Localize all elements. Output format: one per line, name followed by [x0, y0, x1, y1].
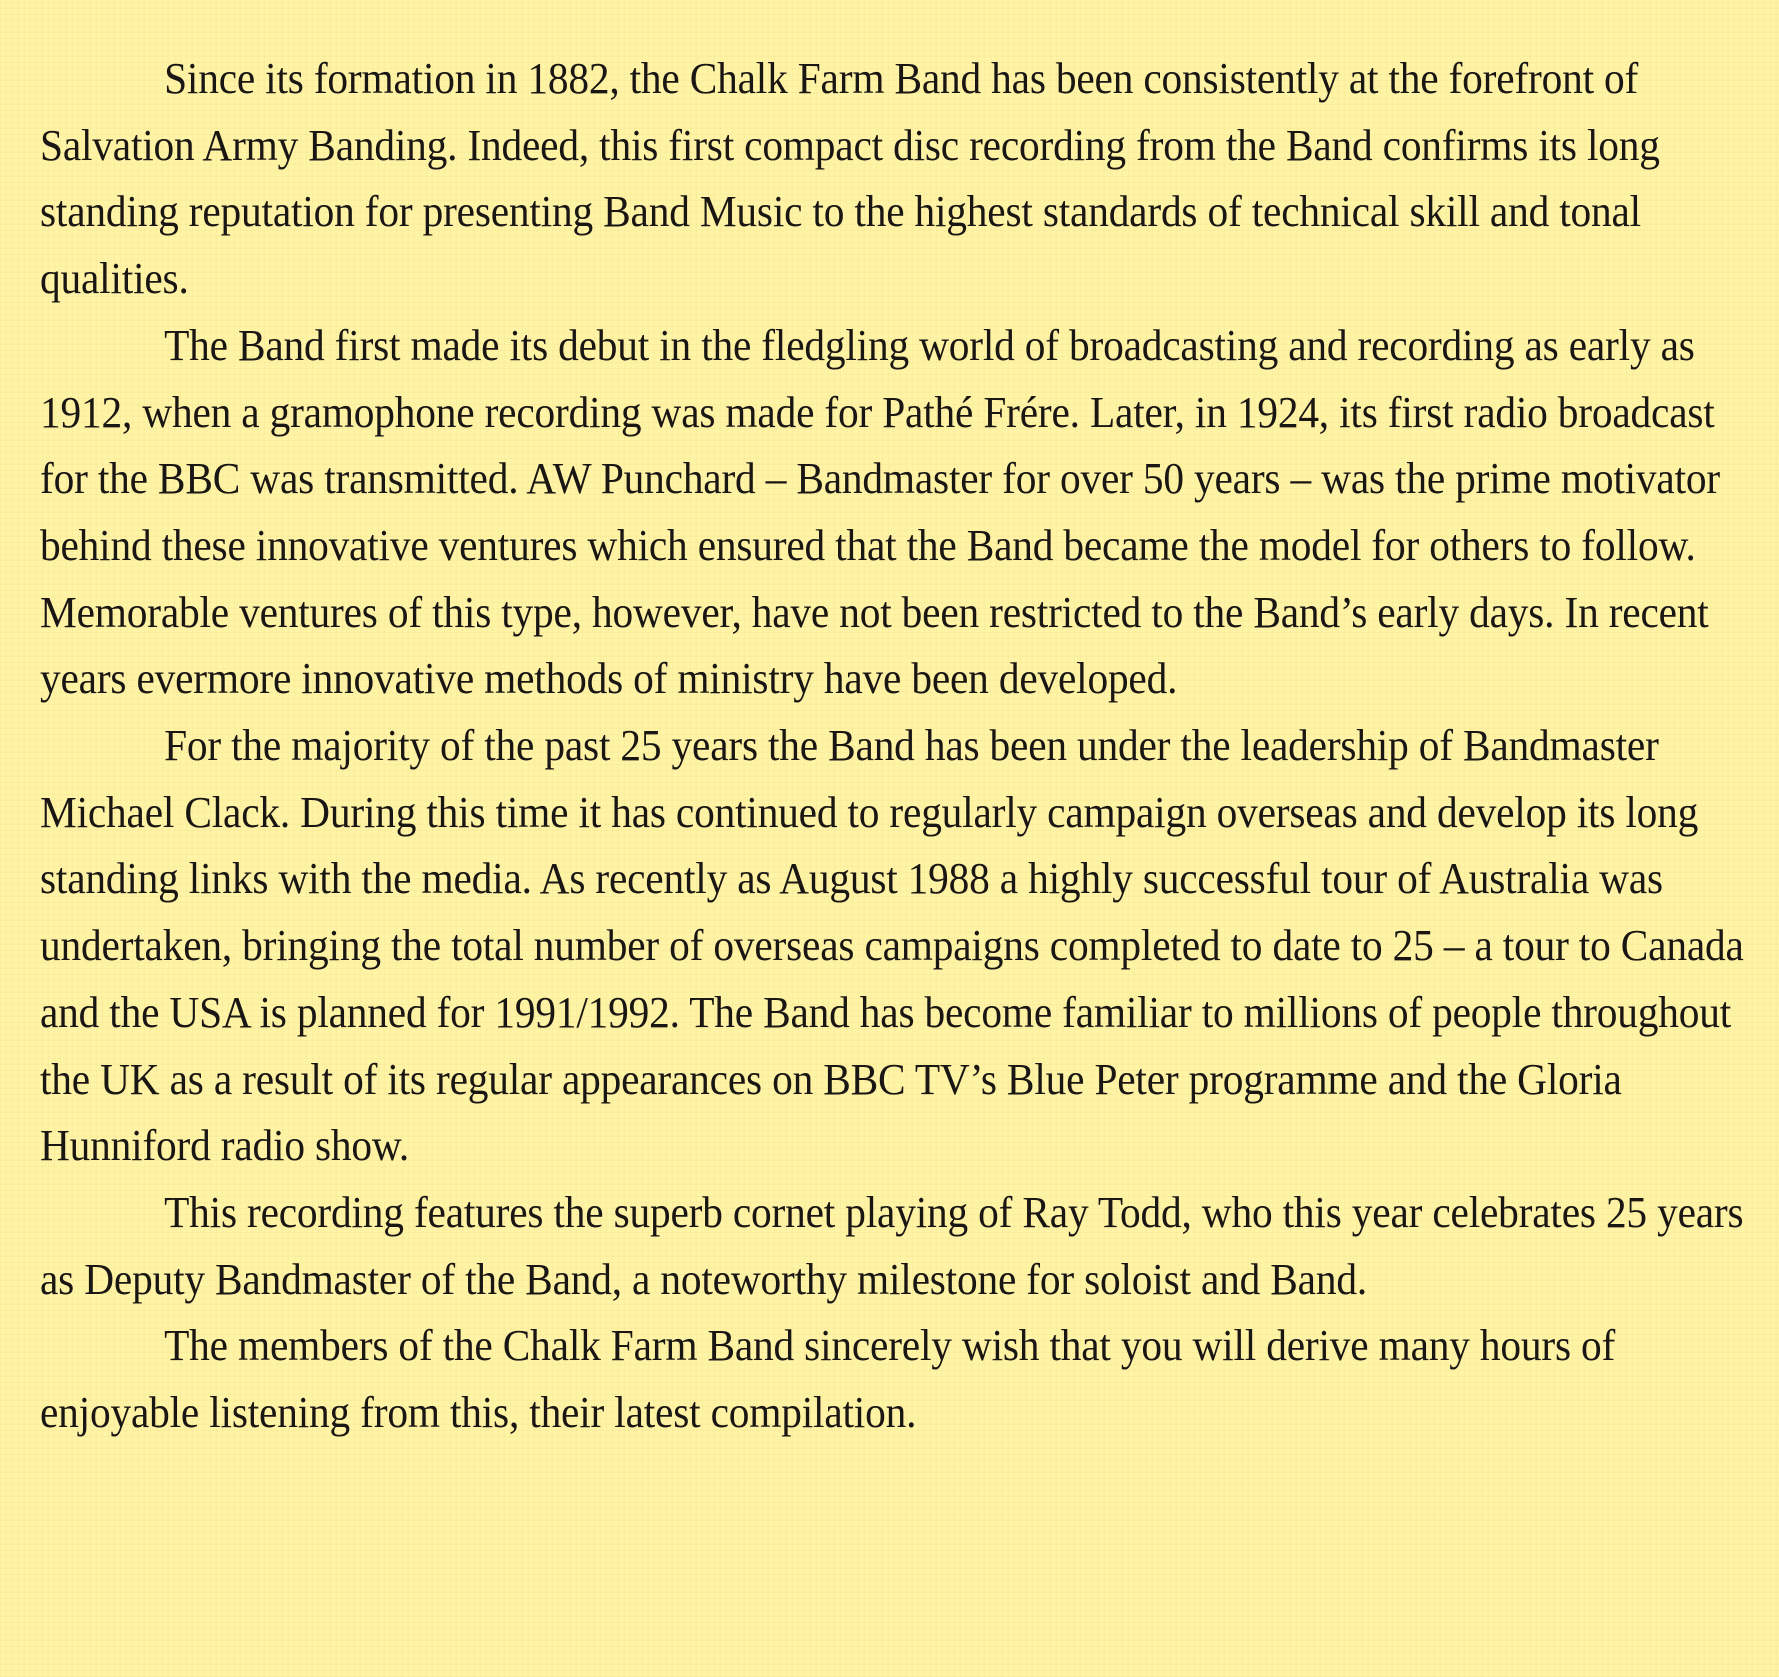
paragraph-closing: The members of the Chalk Farm Band sincerely wish that you will derive many hours of enjoyable listening from this, their latest compilation.: [40, 1321, 1616, 1438]
paragraph-history: Since its formation in 1882, the Chalk Farm Band has been consistently at the forefront of Salvation Army Banding. Indeed, this first compact disc recording from the Band confirms its long standing reputation for presenting Band Music to the highest standards of technical skill and tonal qualities.: [40, 54, 1660, 304]
liner-notes-text: [40, 46, 1760, 1656]
paragraph-broadcasting: The Band first made its debut in the fledgling world of broadcasting and recording as early as 1912, when a gramophone recording was made for Pathé Frére. Later, in 1924, its first radio broadcast for the BBC was transmitted. AW Punchard – Bandmaster for over 50 years – was the prime motivator behind these innovative ventures which ensured that the Band became the model for others to follow. Memorable ventures of this type, however, have not been restricted to the Band’s early days. In recent years evermore innovative methods of ministry have been developed.: [40, 320, 1720, 704]
paragraph-soloist: This recording features the superb cornet playing of Ray Todd, who this year celebrates 25 years as Deputy Bandmaster of the Band, a noteworthy milestone for soloist and Band.: [40, 1187, 1744, 1304]
paragraph-leadership: For the majority of the past 25 years the Band has been under the leadership of Bandmaster Michael Clack. During this time it has continued to regularly campaign overseas and develop its long standing links with the media. As recently as August 1988 a highly successful tour of Australia was undertaken, bringing the total number of overseas campaigns completed to date to 25 – a tour to Canada and the USA is planned for 1991/1992. The Band has become familiar to millions of people throughout the UK as a result of its regular appearances on BBC TV’s Blue Peter programme and the Gloria Hunniford radio show.: [40, 721, 1744, 1171]
